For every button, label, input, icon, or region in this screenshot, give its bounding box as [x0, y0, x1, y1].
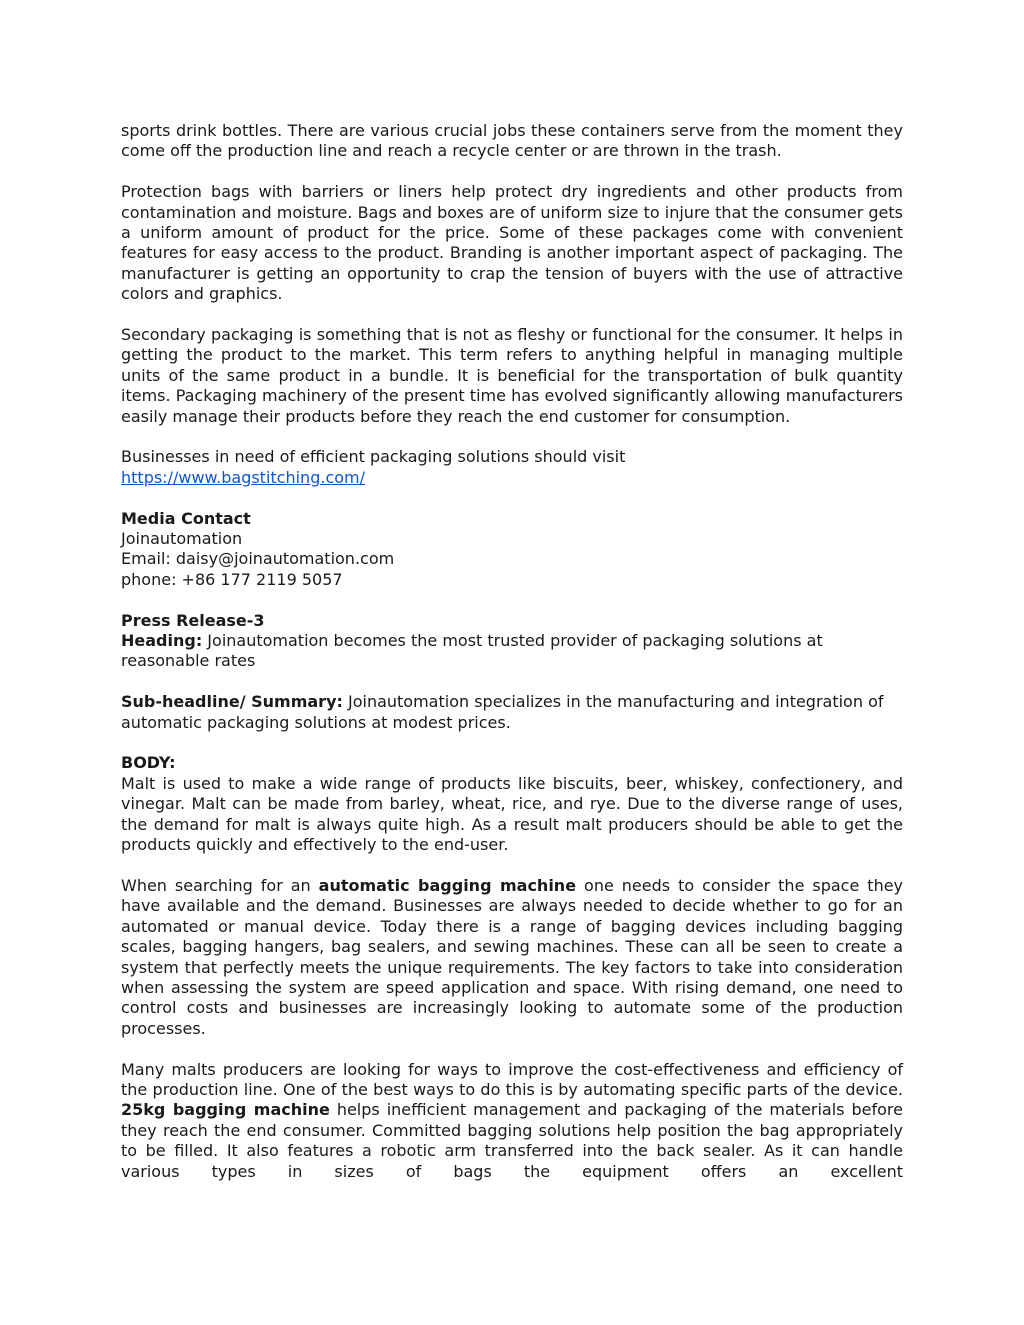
media-contact-heading: Media Contact: [121, 508, 251, 528]
body-paragraph-malts-producers: [121, 1060, 903, 1182]
visit-text: Businesses in need of efficient packaging solutions should visit: [121, 447, 626, 467]
body-label: BODY:: [121, 753, 176, 773]
summary-block: [121, 692, 903, 733]
summary-label: Sub-headline/ Summary:: [121, 692, 343, 712]
paragraph-visit: [121, 447, 903, 488]
heading-text: Joinautomation becomes the most trusted provider of packaging solutions at reasonable rates: [121, 631, 823, 671]
body-paragraph-automatic-bagging: [121, 876, 903, 1039]
body-paragraph-malt: [121, 753, 903, 855]
document-page: [121, 121, 903, 1202]
bagstitching-link[interactable]: https://www.bagstitching.com/: [121, 467, 365, 487]
body-p2-post: one needs to consider the space they have available and the demand. Businesses are always needed to decide whether to go for an automated or manual device. Today there is a range of bagging devices including bagging scales, bagging hangers, bag sealers, and sewing machines. These can all be seen to create a system that perfectly meets the unique requirements. The key factors to take into consideration when assessing the system are speed application and space. With rising demand, one need to control costs and businesses are increasingly looking to automate some of the production processes.: [121, 875, 904, 1038]
paragraph-secondary-packaging: Secondary packaging is something that is not as fleshy or functional for the consumer. It helps in getting the product to the market. This term refers to anything helpful in managing multiple units of the same product in a bundle. It is beneficial for the transportation of bulk quantity items. Packaging machinery of the present time has evolved significantly allowing manufacturers easily manage their products before they reach the end customer for consumption.: [121, 325, 903, 426]
press-release-label: Press Release-3: [121, 610, 265, 630]
press-release-block: [121, 611, 903, 672]
paragraph-sports-bottles: sports drink bottles. There are various crucial jobs these containers serve from the moment they come off the production line and reach a recycle center or are thrown in the trash.: [121, 121, 903, 161]
contact-phone: phone: +86 177 2119 5057: [121, 569, 343, 589]
paragraph-protection-bags: Protection bags with barriers or liners help protect dry ingredients and other products from contamination and moisture. Bags and boxes are of uniform size to injure that the consumer gets a uniform amount of product for the price. Some of these packages come with convenient features for easy access to the product. Branding is another important aspect of packaging. The manufacturer is getting an opportunity to crap the tension of buyers with the use of attractive colors and graphics.: [121, 182, 903, 304]
contact-email: Email: daisy@joinautomation.com: [121, 549, 395, 569]
media-contact-block: [121, 509, 903, 591]
body-p3-pre: Many malts producers are looking for ways to improve the cost-effectiveness and efficiency of the production line. One of the best ways to do this is by automating specific parts of the device.: [121, 1059, 903, 1099]
summary-text: Joinautomation specializes in the manufacturing and integration of automatic packaging solutions at modest prices.: [121, 692, 884, 732]
contact-company: Joinautomation: [121, 529, 243, 549]
automatic-bagging-machine-term: automatic bagging machine: [318, 875, 577, 895]
25kg-bagging-machine-term: 25kg bagging machine: [121, 1100, 330, 1120]
press-release-heading: [121, 631, 903, 672]
body-p3-post: helps inefficient management and packaging of the materials before they reach the end consumer. Committed bagging solutions help position the bag appropriately to be filled. It also features a robotic arm transferred into the back sealer. As it can handle various types in sizes of bags the equipment offers an excellent: [121, 1100, 903, 1181]
heading-label: Heading:: [121, 631, 203, 651]
body-malt-text: Malt is used to make a wide range of products like biscuits, beer, whiskey, confectionery, and vinegar. Malt can be made from barley, wheat, rice, and rye. Due to the diverse range of uses, the demand for malt is always quite high. As a result malt producers should be able to get the products quickly and effectively to the end-user.: [121, 773, 903, 855]
body-p2-pre: When searching for an: [121, 875, 319, 895]
